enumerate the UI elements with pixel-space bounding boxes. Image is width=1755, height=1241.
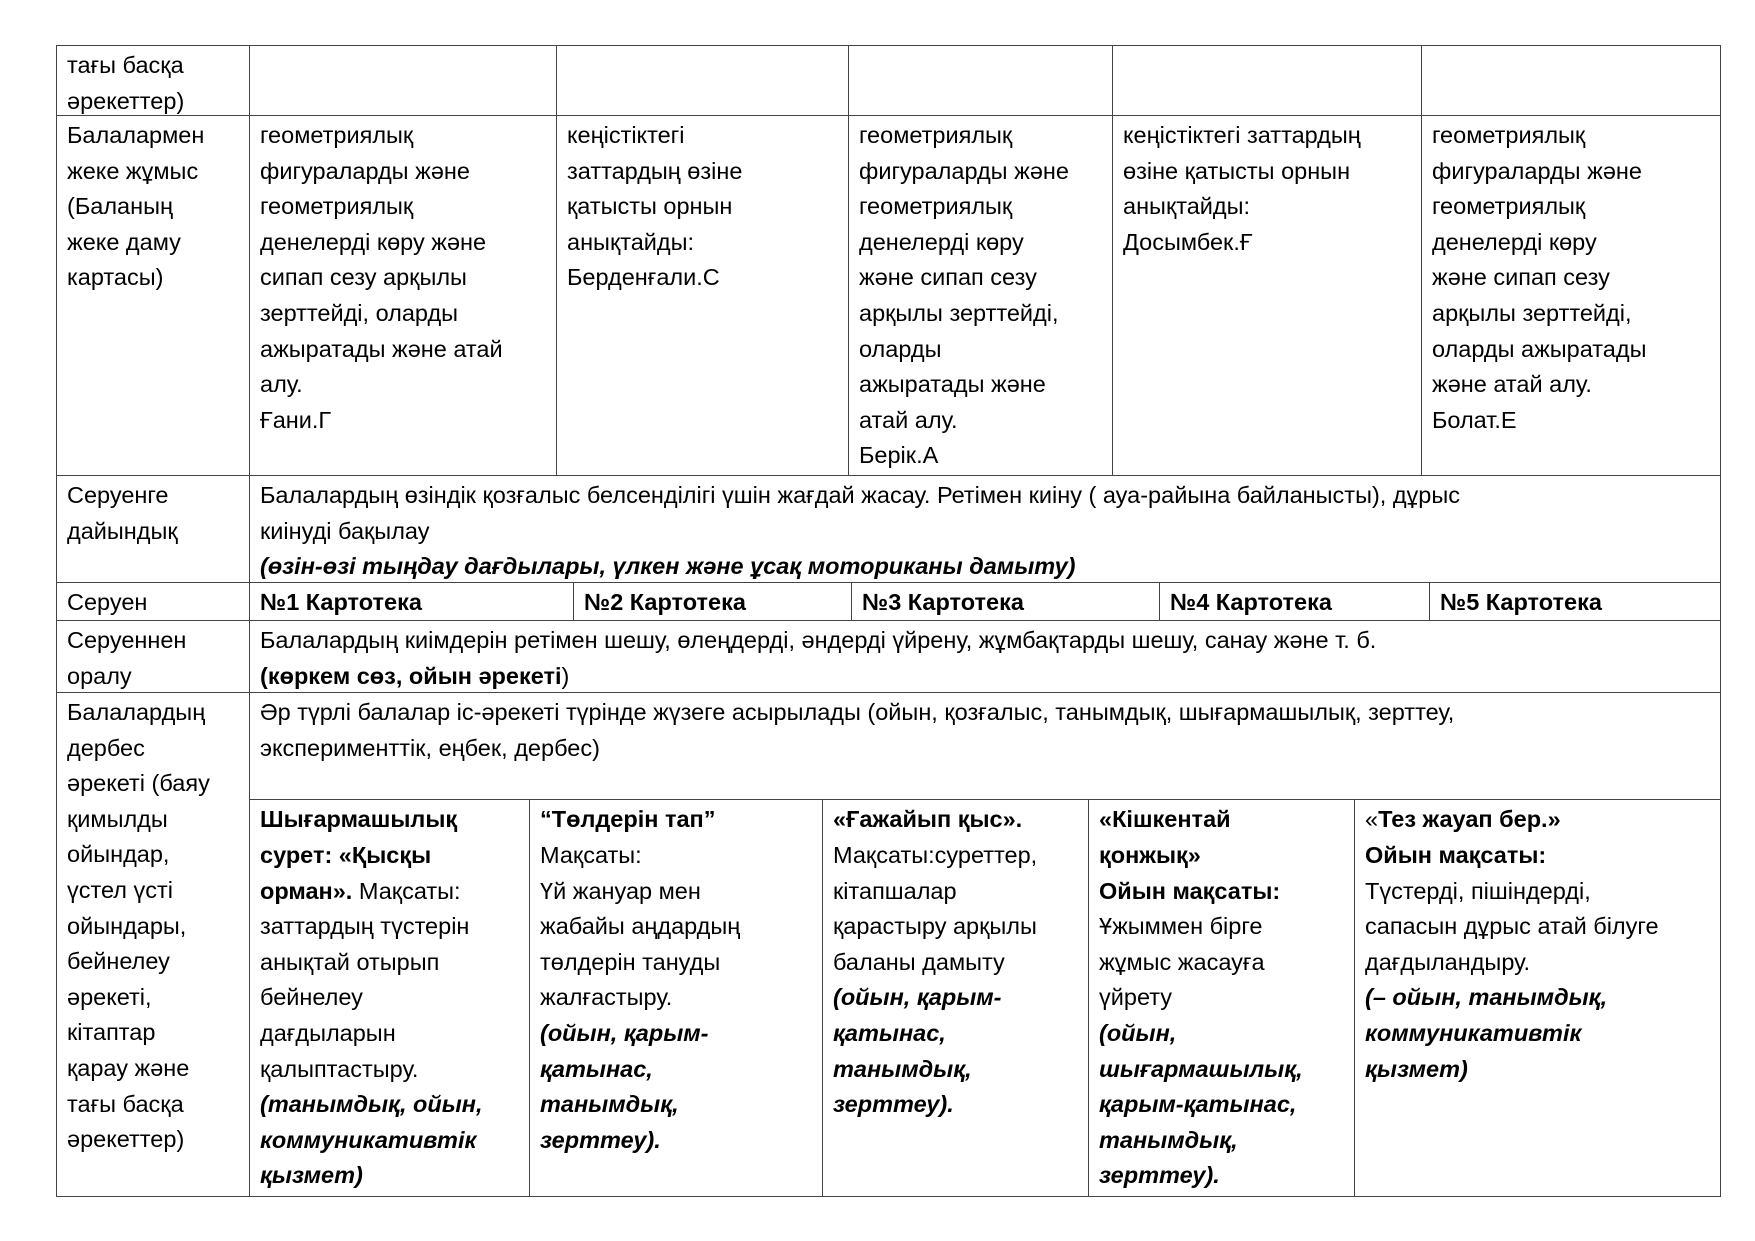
walk-preparation-cell bbox=[250, 476, 1720, 582]
game-goal: Мақсаты:суреттер, кітапшалар қарастыру арқылы баланы дамыту bbox=[833, 842, 1038, 975]
game-card-2 bbox=[530, 800, 823, 1196]
empty-cell bbox=[1113, 46, 1422, 115]
independent-activity-intro: Әр түрлі балалар іс-әрекеті түрінде жүзеге асырылады (ойын, қозғалыс, танымдық, шығармашылық, зерттеу, эксперименттік, еңбек, дербес) bbox=[260, 699, 1455, 761]
row-label: Серуен bbox=[57, 583, 250, 620]
row-label: Балалардың дербес әрекеті (баяу қимылды ойындар, үстел үсті ойындары, бейнелеу әрекеті, кітаптар қарау және тағы басқа әрекеттер) bbox=[57, 693, 250, 1196]
activity-games bbox=[250, 799, 1720, 1196]
empty-cell bbox=[849, 46, 1113, 115]
row-walk-preparation bbox=[56, 476, 1721, 583]
game-card-1 bbox=[250, 800, 530, 1196]
game-goal: Түстерді, пішіндерді, сапасын дұрыс атай білуге дағдыландыру. bbox=[1365, 877, 1659, 975]
return-activity: (көркем сөз, ойын әрекеті bbox=[260, 662, 562, 689]
game-goal: Мақсаты: заттардың түстерін анықтай отырып бейнелеу дағдыларын қалыптастыру. bbox=[260, 877, 470, 1082]
game-title: «Ғажайып қыс». bbox=[833, 806, 1023, 833]
walk-preparation-text: Балалардың өзіндік қозғалыс белсенділігі үшін жағдай жасау. Ретімен киіну ( ауа-райына байланысты), дұрыс киінуді бақылау bbox=[260, 482, 1461, 544]
return-from-walk-cell bbox=[250, 621, 1720, 692]
return-activity-close: ) bbox=[561, 662, 570, 689]
individual-work-cell-2: кеңістіктегі заттардың өзіне қатысты орнын анықтайды: Берденғали.С bbox=[557, 116, 849, 475]
card-index-2: №2 Картотека bbox=[574, 583, 852, 620]
card-index-1: №1 Картотека bbox=[250, 583, 574, 620]
individual-work-cell-5: геометриялық фигураларды және геометриялық денелерді көру және сипап сезу арқылы зерттейді, оларды ажыратады және атай алу. Болат.Е bbox=[1432, 122, 1647, 433]
game-title: Шығармашылық сурет: «Қысқы орман». bbox=[260, 806, 458, 904]
game-goal: Мақсаты: Үй жануар мен жабайы аңдардың төлдерін тануды жалғастыру. bbox=[540, 842, 741, 1011]
game-activities: (ойын, қарым- қатынас, танымдық, зерттеу). bbox=[540, 1020, 709, 1153]
return-text: Балалардың киімдерін ретімен шешу, өлеңдерді, әндерді үйрену, жұмбақтарды шешу, санау және т. б. bbox=[260, 627, 1377, 653]
row-individual-work bbox=[56, 116, 1721, 476]
row-label: Балалармен жеке жұмыс (Баланың жеке даму картасы) bbox=[57, 116, 250, 475]
game-activities: (ойын, қарым- қатынас, танымдық, зерттеу). bbox=[833, 984, 1002, 1118]
game-card-3 bbox=[823, 800, 1089, 1196]
game-card-5 bbox=[1355, 800, 1720, 1196]
game-card-4 bbox=[1089, 800, 1355, 1196]
walk-preparation-skills: (өзін-өзі тыңдау дағдылары, үлкен және ұсақ моториканы дамыту) bbox=[260, 553, 1076, 580]
game-activities: (танымдық, ойын, коммуникативтік қызмет) bbox=[260, 1091, 483, 1189]
individual-work-cell-1: геометриялық фигураларды және геометриялық денелерді көру және сипап сезу арқылы зерттейді, оларды ажыратады және атай алу. Ғани.Г bbox=[250, 116, 557, 475]
card-index-4: №4 Картотека bbox=[1160, 583, 1430, 620]
row-label: тағы басқа әрекеттер) bbox=[57, 46, 250, 115]
row-label: Серуенге дайындық bbox=[57, 476, 250, 582]
game-activities: (ойын, шығармашылық, қарым-қатынас, танымдық, зерттеу). bbox=[1099, 1020, 1303, 1189]
game-title: «Кішкентай қонжық» Ойын мақсаты: bbox=[1099, 806, 1281, 904]
game-title: “Төлдерін тап” bbox=[540, 806, 716, 833]
row-independent-activity bbox=[56, 693, 1721, 1197]
empty-cell bbox=[557, 46, 849, 115]
game-goal: Ұжыммен бірге жұмыс жасауға үйрету bbox=[1099, 913, 1265, 1011]
individual-work-cell-4: кеңістіктегі заттардың өзіне қатысты орнын анықтайды: Досымбек.Ғ bbox=[1113, 116, 1422, 475]
individual-work-cell-3: геометриялық фигураларды және геометриялық денелерді көру және сипап сезу арқылы зерттейді, оларды ажыратады және атай алу. Берік.А bbox=[849, 116, 1113, 475]
game-activities: (– ойын, танымдық, коммуникативтік қызмет) bbox=[1365, 984, 1608, 1082]
independent-activity-content bbox=[250, 693, 1720, 1196]
row-other-activities bbox=[56, 45, 1721, 116]
row-walk bbox=[56, 583, 1721, 621]
game-title: Тез жауап бер.» Ойын мақсаты: bbox=[1365, 806, 1561, 869]
row-label: Серуеннен оралу bbox=[57, 621, 250, 692]
row-return-from-walk bbox=[56, 621, 1721, 693]
empty-cell bbox=[250, 46, 557, 115]
card-index-5: №5 Картотека bbox=[1440, 589, 1602, 615]
plan-table bbox=[56, 45, 1721, 1197]
card-index-3: №3 Картотека bbox=[852, 583, 1160, 620]
empty-cell bbox=[1422, 46, 1720, 115]
game-title-quote: « bbox=[1365, 806, 1379, 833]
